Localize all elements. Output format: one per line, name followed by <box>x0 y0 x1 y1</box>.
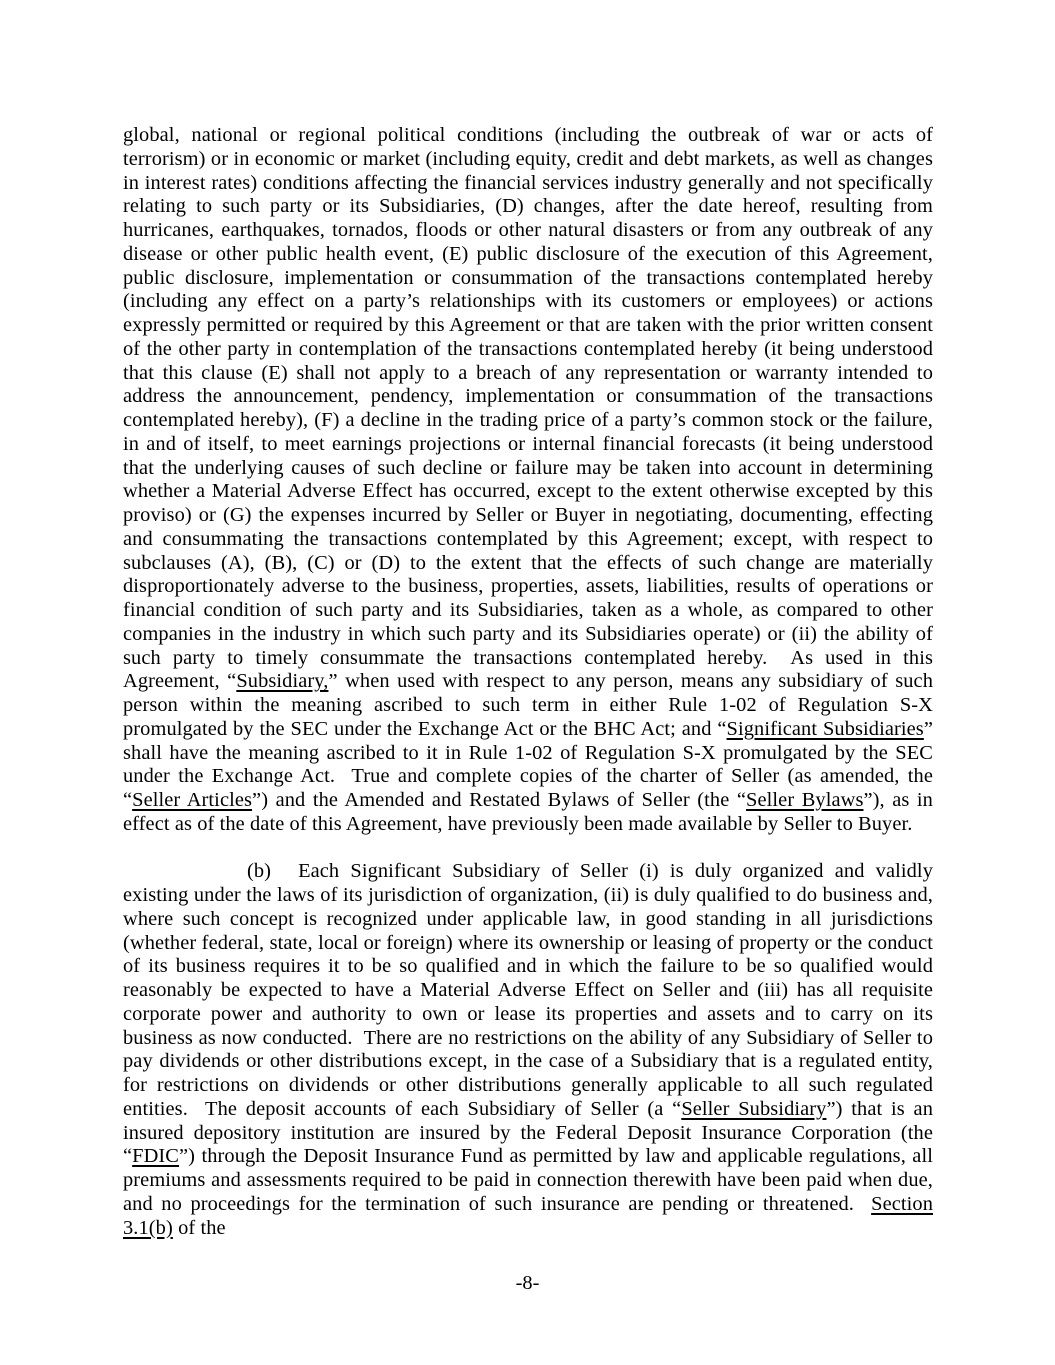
defined-term: Seller Bylaws <box>746 789 864 811</box>
text-run: ”), as in effect as of the date of this Agreement, have previously been made available by Seller to Buyer. <box>123 789 933 835</box>
paragraph-label: (b) <box>247 860 272 883</box>
text-run: ”) that is an insured depository institution are insured by the Federal Deposit Insurance Corporation (the “ <box>123 1097 934 1168</box>
page-number: -8- <box>515 1272 540 1294</box>
paragraph-mae-continuation <box>123 124 933 837</box>
text-run: ”) through the Deposit Insurance Fund as permitted by law and applicable regulations, all premiums and assessments required to be paid in connection therewith have been paid when due, and no proceedings for the termination of such insurance are pending or threatened. <box>123 1145 933 1215</box>
page-footer <box>0 1272 1055 1296</box>
defined-term: Subsidiary, <box>236 670 329 693</box>
paragraph-b-significant-subsidiaries <box>123 860 933 1240</box>
text-run: Each Significant Subsidiary of Seller (i) is duly organized and validly existing under the laws of its jurisdiction of organization, (ii) is duly qualified to do business and, where such concept is recognized under applicable law, in good standing in all jurisdictions (whether federal, state, local or foreign) where its ownership or leasing of property or the conduct of its business requires it to be so qualified and in which the failure to be so qualified would reasonably be expected to have a Material Adverse Effect on Seller and (iii) has all requisite corporate power and authority to own or lease its properties and assets and to carry on its business as now conducted. There are no restrictions on the ability of any Subsidiary of Seller to pay dividends or other distributions except, in the case of a Subsidiary that is a regulated entity, for restrictions on dividends or other distributions generally applicable to all such regulated entities. The deposit accounts of each Subsidiary of Seller (a “ <box>123 860 933 1120</box>
text-run: global, national or regional political conditions (including the outbreak of war or acts of terrorism) or in economic or market (including equity, credit and debt markets, as well as changes in interest rates) conditions affecting the financial services industry generally and not specifically relating to such party or its Subsidiaries, (D) changes, after the date hereof, resulting from hurricanes, earthquakes, tornados, floods or other natural disasters or from any outbreak of any disease or other public health event, (E) public disclosure of the execution of this Agreement, public disclosure, implementation or consummation of the transactions contemplated hereby (including any effect on a party’s relationships with its customers or employees) or actions expressly permitted or required by this Agreement or that are taken with the prior written consent of the other party in contemplation of the transactions contemplated hereby (it being understood that this clause (E) shall not apply to a breach of any representation or warranty intended to address the announcement, pendency, implementation or consummation of the transactions contemplated hereby), (F) a decline in the trading price of a party’s common stock or the failure, in and of itself, to meet earnings projections or internal financial forecasts (it being understood that the underlying causes of such decline or failure may be taken into account in determining whether a Material Adverse Effect has occurred, except to the extent otherwise excepted by this proviso) or (G) the expenses incurred by Seller or Buyer in negotiating, documenting, effecting and consummating the transactions contemplated by this Agreement; except, with respect to subclauses (A), (B), (C) or (D) to the extent that the effects of such change are materially disproportionately adverse to the business, properties, assets, liabilities, results of operations or financial condition of such party and its Subsidiaries, taken as a whole, as compared to other companies in the industry in which such party and its Subsidiaries operate) or (ii) the ability of such party to timely consummate the transactions contemplated hereby. As used in this Agreement, “ <box>123 124 933 693</box>
defined-term: Section 3.1(b) <box>123 1192 933 1239</box>
text-run: ” when used with respect to any person, means any subsidiary of such person within the meaning ascribed to such term in either Rule 1-02 of Regulation S-X promulgated by the SEC under the Exchange Act or the BHC Act; and “ <box>123 670 934 740</box>
defined-term: Seller Articles <box>132 789 253 811</box>
text-run: ” shall have the meaning ascribed to it in Rule 1-02 of Regulation S-X promulgated by the SEC under the Exchange Act. True and complete copies of the charter of Seller (as amended, the “ <box>123 717 933 811</box>
document-body <box>123 124 933 1240</box>
defined-term: Seller Subsidiary <box>681 1097 827 1120</box>
defined-term: Significant Subsidiaries <box>726 717 924 740</box>
defined-term: FDIC <box>132 1145 180 1168</box>
text-run: ”) and the Amended and Restated Bylaws of Seller (the “ <box>252 789 747 811</box>
text-run: of the <box>172 1216 226 1239</box>
